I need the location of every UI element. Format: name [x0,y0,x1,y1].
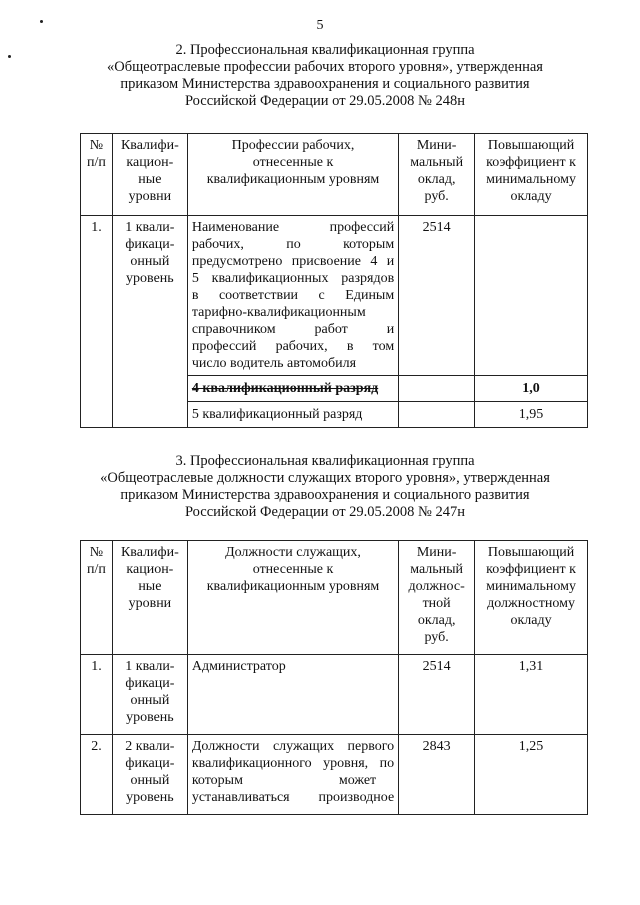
heading-line: Российской Федерации от 29.05.2008 № 248н [184,93,466,109]
row-position: Администратор [187,655,398,735]
header-salary: Мини- мальный должнос- тной оклад, руб. [399,541,475,655]
row-coef: 1,25 [475,735,588,815]
header-coef: Повышающий коэффициент к минимальному окладу [475,134,588,216]
heading-line: Российской Федерации от 29.05.2008 № 247н [184,504,466,520]
row-position: Должности служащих первого квалификационного уровня, по которым может устанавливаться производное [187,735,398,815]
header-level: Квалифи- кацион- ные уровни [112,541,187,655]
header-position: Должности служащих, отнесенные к квалификационным уровням [187,541,398,655]
table-header-row [81,134,588,216]
table-row [81,735,588,815]
heading-line: приказом Министерства здравоохранения и социального развития [120,487,530,503]
header-profession: Профессии рабочих, отнесенные к квалификационным уровням [187,134,398,216]
page-number: 5 [316,18,324,33]
section2-heading [60,42,590,110]
scan-dot [40,20,43,23]
heading-line: 3. Профессиональная квалификационная группа [175,453,475,469]
row-coef-empty [475,216,588,376]
subrow-label-struck: 4 квалификационный разряд [187,376,398,402]
row-num: 2. [81,735,113,815]
table-row [81,216,588,376]
row-level: 1 квали- фикаци- онный уровень [112,655,187,735]
row-salary: 2514 [399,216,475,376]
header-salary: Мини- мальный оклад, руб. [399,134,475,216]
heading-line: «Общеотраслевые должности служащих второго уровня», утвержденная [100,470,550,486]
table-row [81,655,588,735]
header-num: № п/п [81,541,113,655]
row-level: 1 квали- фикаци- онный уровень [112,216,187,428]
subrow-salary-empty [399,376,475,402]
heading-line: «Общеотраслевые профессии рабочих второго уровня», утвержденная [107,59,543,75]
row-num: 1. [81,655,113,735]
row-salary: 2843 [399,735,475,815]
subrow-salary-empty [399,402,475,428]
table-header-row [81,541,588,655]
subrow-label: 5 квалификационный разряд [187,402,398,428]
header-coef: Повышающий коэффициент к минимальному должностному окладу [475,541,588,655]
heading-line: приказом Министерства здравоохранения и социального развития [120,76,530,92]
row-num: 1. [81,216,113,428]
section3-heading [60,453,590,521]
row-salary: 2514 [399,655,475,735]
section3-table [80,540,588,815]
scan-dot [8,55,11,58]
row-coef: 1,31 [475,655,588,735]
subrow-coef: 1,95 [475,402,588,428]
section2-table [80,133,588,428]
subrow-coef: 1,0 [475,376,588,402]
heading-line: 2. Профессиональная квалификационная группа [175,42,475,58]
header-level: Квалифи- кацион- ные уровни [112,134,187,216]
row-level: 2 квали- фикаци- онный уровень [112,735,187,815]
header-num: № п/п [81,134,113,216]
row-description: Наименование профессий рабочих, по которым предусмотрено присвоение 4 и 5 квалификационных разрядов в соответствии с Единым тарифно-квалификационным справочником работ и профессий рабочих, в том число водитель автомобиля [187,216,398,376]
